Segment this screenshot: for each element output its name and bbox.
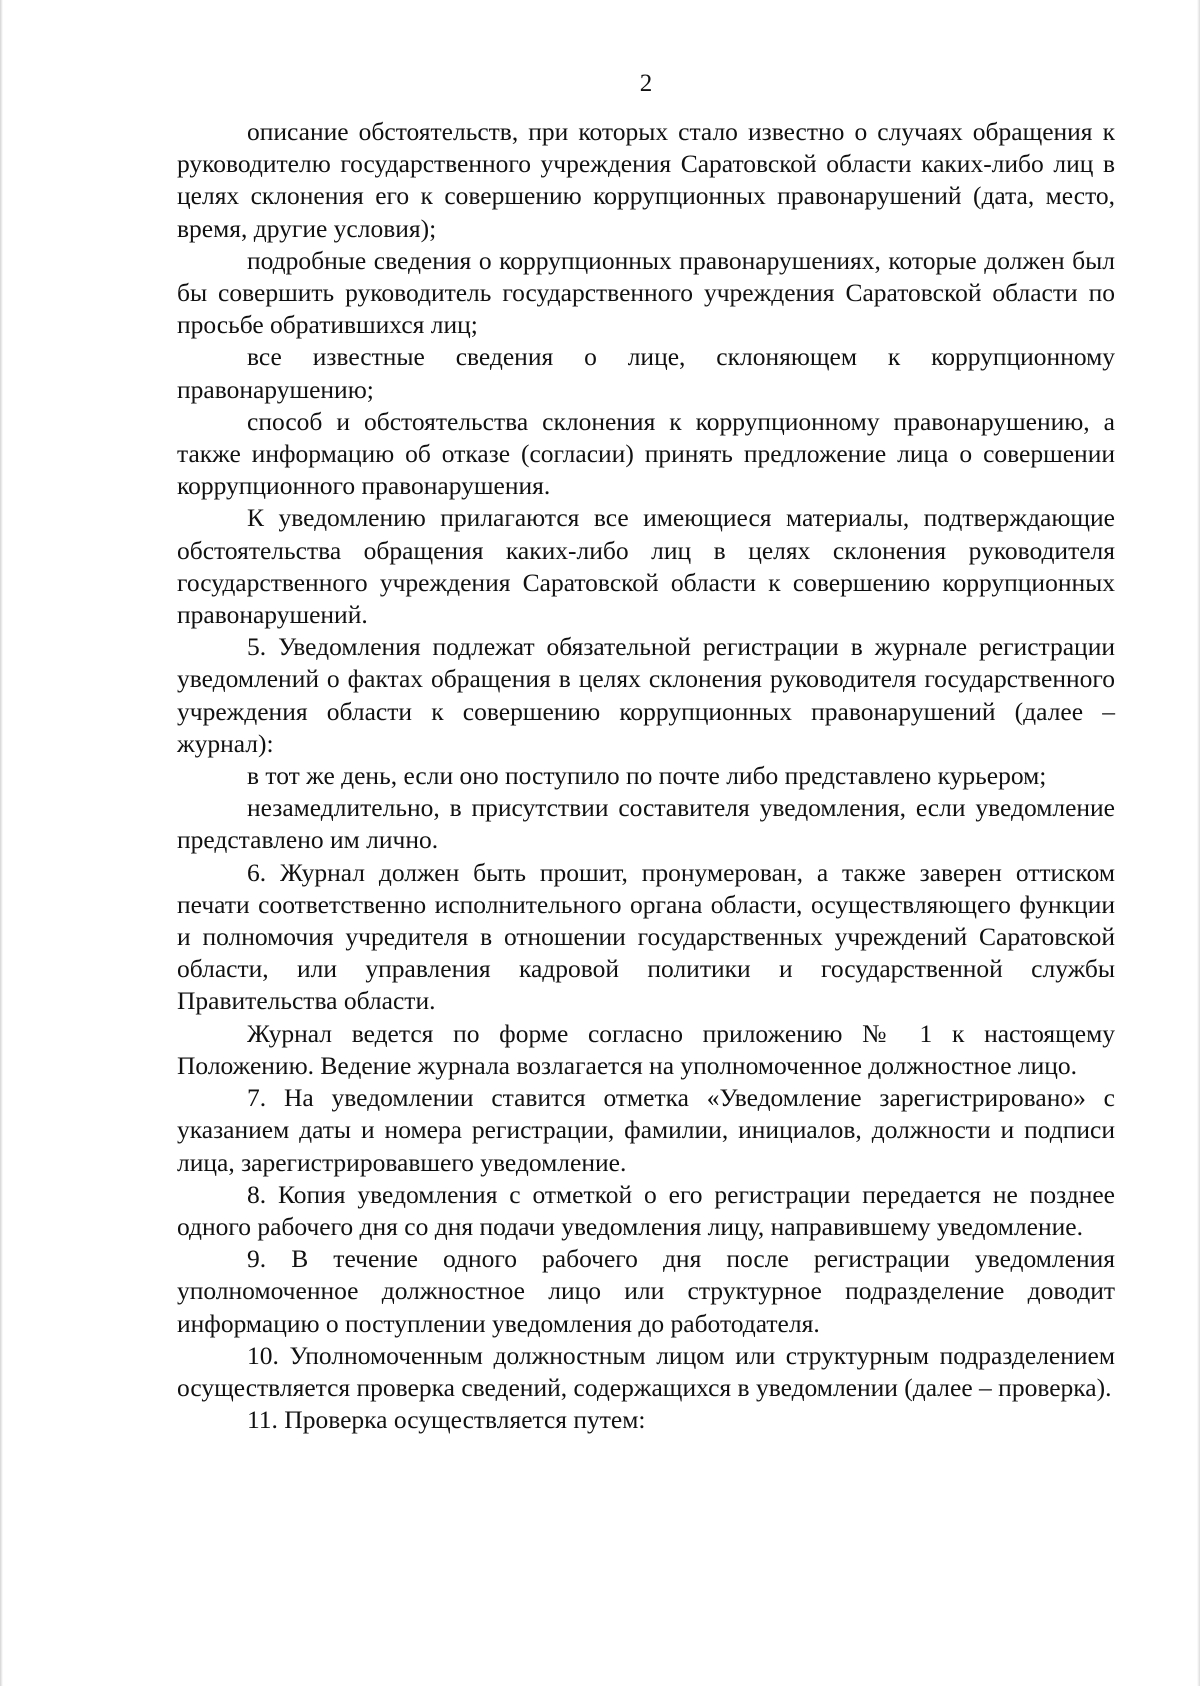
document-body: [177, 116, 1115, 1436]
paragraph: К уведомлению прилагаются все имеющиеся материалы, подтверждающие обстоятельства обращения каких-либо лиц в целях склонения руководителя государственного учреждения Саратовской области к совершению коррупционных правонарушений.: [177, 503, 1115, 630]
paragraph: в тот же день, если оно поступило по почте либо представлено курьером;: [247, 761, 1047, 791]
paragraph: описание обстоятельств, при которых стало известно о случаях обращения к руководителю государственного учреждения Саратовской области каких-либо лиц в целях склонения его к совершению коррупционных правонарушений (дата, место, время, другие условия);: [177, 117, 1115, 243]
paragraph: незамедлительно, в присутствии составителя уведомления, если уведомление представлено им лично.: [177, 793, 1115, 855]
paragraph-item-9: 9. В течение одного рабочего дня после регистрации уведомления уполномоченное должностное лицо или структурное подразделение доводит информацию о поступлении уведомления до работодателя.: [177, 1244, 1115, 1338]
paragraph-item-7: 7. На уведомлении ставится отметка «Уведомление зарегистрировано» с указанием даты и номера регистрации, фамилии, инициалов, должности и подписи лица, зарегистрировавшего уведомление.: [177, 1083, 1115, 1177]
paragraph: Журнал ведется по форме согласно приложению № 1 к настоящему Положению. Ведение журнала возлагается на уполномоченное должностное лицо.: [177, 1018, 1115, 1080]
paragraph-item-6: 6. Журнал должен быть прошит, пронумерован, а также заверен оттиском печати соответственно исполнительного органа области, осуществляющего функции и полномочия учредителя в отношении государственных учреждений Саратовской области, или управления кадровой политики и государственной службы Правительства области.: [177, 857, 1115, 1016]
paragraph: способ и обстоятельства склонения к коррупционному правонарушению, а также информацию об отказе (согласии) принять предложение лица о совершении коррупционного правонарушения.: [177, 406, 1115, 501]
paragraph-item-5: 5. Уведомления подлежат обязательной регистрации в журнале регистрации уведомлений о фактах обращения в целях склонения руководителя государственного учреждения области к совершению коррупционных правонарушений (далее – журнал):: [177, 632, 1115, 758]
paragraph: все известные сведения о лице, склоняющем к коррупционному правонарушению;: [177, 342, 1115, 404]
paragraph-item-10: 10. Уполномоченным должностным лицом или структурным подразделением осуществляется проверка сведений, содержащихся в уведомлении (далее – проверка).: [177, 1340, 1115, 1402]
scan-edge-left: [0, 0, 3, 1686]
paragraph-item-8: 8. Копия уведомления с отметкой о его регистрации передается не позднее одного рабочего дня со дня подачи уведомления лицу, направившему уведомление.: [177, 1179, 1115, 1241]
page-number: 2: [639, 70, 653, 97]
paragraph: подробные сведения о коррупционных правонарушениях, которые должен был бы совершить руководитель государственного учреждения Саратовской области по просьбе обратившихся лиц;: [177, 245, 1115, 340]
paragraph-item-11: 11. Проверка осуществляется путем:: [247, 1405, 646, 1435]
